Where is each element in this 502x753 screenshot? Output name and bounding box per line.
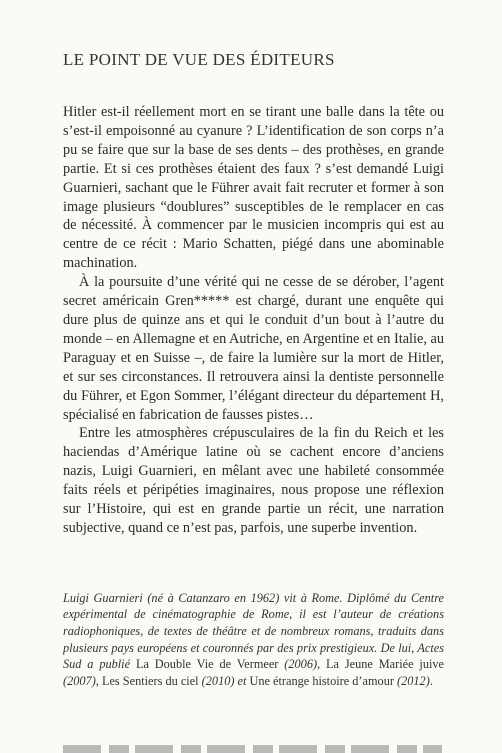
- bio-book-3: Les Sentiers du ciel: [101, 673, 199, 688]
- bio-book-4: Une étrange histoire d’amour: [249, 673, 394, 688]
- cropped-text-line: [63, 745, 442, 753]
- blurb-paragraph-1: Hitler est-il réellement mort en se tirant une balle dans la tête ou s’est-il empoisonné au cyanure ? L’identification de son corps n’a pu se faire que sur la base de ses dents – des prothèses, en grande partie. Et si ces prothèses étaient des faux ? s’est demandé Luigi Guarnieri, sachant que le Führer avait fait recruter et former à son image plusieurs “doublures” susceptibles de le remplacer en cas de nécessité. À commencer par le musicien incompris qui est au centre de ce récit : Mario Schatten, piégé dans une abominable machination.: [63, 104, 444, 272]
- bio-text: Luigi Guarnieri (né à Catanzaro en 1962) vit à Rome. Diplômé du Centre expérimental de cinématographie de Rome, il est l’auteur de créations radiophoniques, de textes de théâtre et de nombreux romans, traduits dans plusieurs pays européens et couronnés par des prix prestigieux. De lui, Actes Sud a publié: [63, 590, 444, 672]
- blurb-paragraph-2: À la poursuite d’une vérité qui ne cesse de se dérober, l’agent secret américain Gren***** est chargé, durant une enquête qui dure plus de quinze ans et qui le conduit d’un bout à l’autre du monde – en Allemagne et en Autriche, en Argentine et en Italie, au Paraguay et en Suisse –, de faire la lumière sur la mort de Hitler, et sur ses circonstances. Il retrouvera ainsi la dentiste personnelle du Führer, et Egon Sommer, l’élégant directeur du département H, spécialisé en fabrication de fausses pistes…: [63, 274, 444, 423]
- bio-end: .: [429, 673, 433, 688]
- bio-year-1: (2006): [284, 657, 318, 672]
- bio-year-3: (2010): [201, 673, 235, 688]
- blurb-paragraph-3: Entre les atmosphères crépusculaires de la fin du Reich et les haciendas d’Amérique latine où se cachent encore d’anciens nazis, Luigi Guarnieri, en mêlant avec une habileté consommée faits réels et péripéties imaginaires, nous propose une réflexion sur l’Histoire, qui est en grande partie un récit, une narration subjective, quand ce n’est pas, parfois, une superbe invention.: [63, 425, 444, 536]
- bio-year-2: (2007): [63, 673, 96, 688]
- page-title: LE POINT DE VUE DES ÉDITEURS: [63, 50, 335, 69]
- bio-and: et: [237, 673, 247, 688]
- bio-book-1: La Double Vie de Vermeer: [135, 657, 279, 672]
- bio-book-2: La Jeune Mariée juive: [326, 657, 445, 672]
- bio-separator-2: ,: [95, 673, 99, 688]
- author-bio: [63, 590, 444, 690]
- bio-separator-1: ,: [317, 657, 321, 672]
- bio-year-4: (2012): [397, 673, 430, 688]
- blurb-text: [63, 103, 444, 538]
